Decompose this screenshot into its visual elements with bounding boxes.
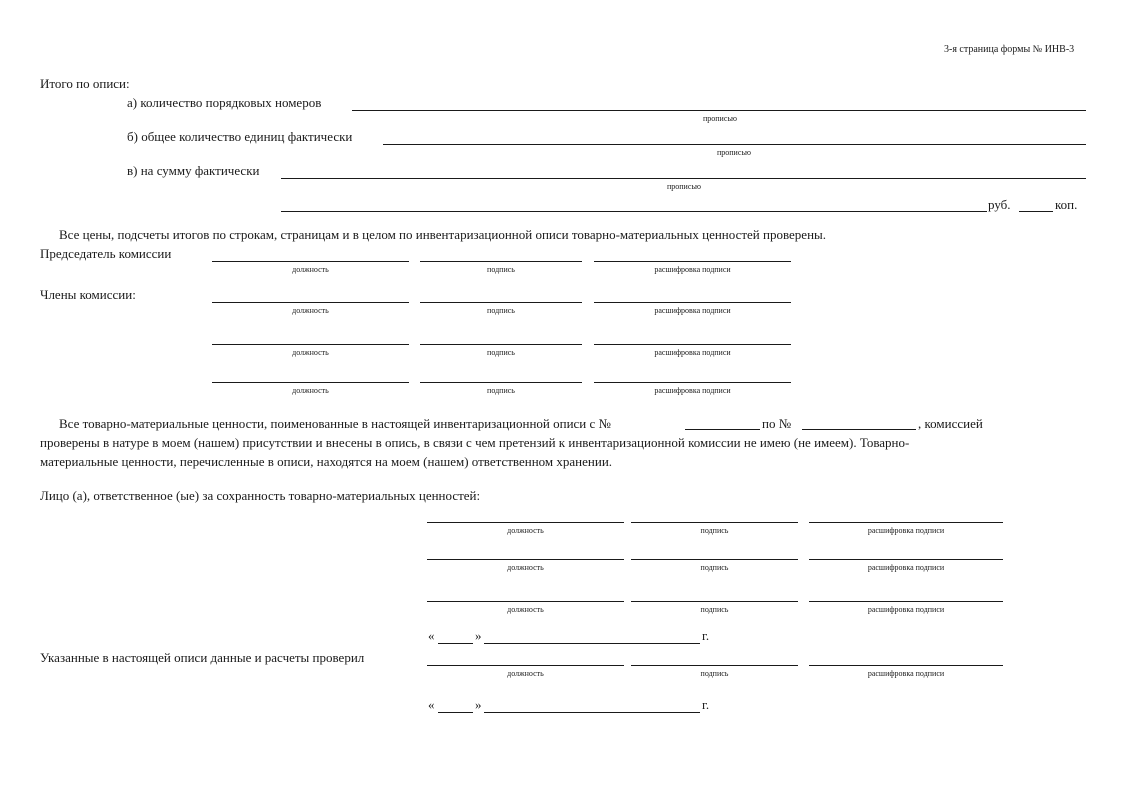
responsible-2-position-caption: должность <box>507 563 544 572</box>
item-b-caption: прописью <box>716 148 752 157</box>
item-b-label: б) общее количество единиц фактически <box>127 129 353 144</box>
member-2-signature-line[interactable] <box>420 344 582 345</box>
members-label: Члены комиссии: <box>40 287 136 302</box>
responsible-1-decoding-caption: расшифровка подписи <box>867 526 945 535</box>
responsible-2-position-line[interactable] <box>427 559 624 560</box>
responsible-label: Лицо (а), ответственное (ые) за сохранность товарно-материальных ценностей: <box>40 488 481 503</box>
responsible-1-position-line[interactable] <box>427 522 624 523</box>
responsible-1-signature-line[interactable] <box>631 522 798 523</box>
responsible-3-decoding-line[interactable] <box>809 601 1003 602</box>
statement-line-3: материальные ценности, перечисленные в описи, находятся на моем (нашем) ответственном хранении. <box>40 454 613 469</box>
totals-heading: Итого по описи: <box>40 76 130 91</box>
date-2-close-quote: » <box>475 697 482 712</box>
date-2-open-quote: « <box>428 697 435 712</box>
member-3-position-line[interactable] <box>212 382 409 383</box>
kop-line[interactable] <box>1019 211 1053 212</box>
member-2-decoding-line[interactable] <box>594 344 791 345</box>
responsible-2-decoding-line[interactable] <box>809 559 1003 560</box>
checker-decoding-line[interactable] <box>809 665 1003 666</box>
member-3-position-caption: должность <box>292 386 329 395</box>
checker-signature-caption: подпись <box>700 669 729 678</box>
check-statement: Все цены, подсчеты итогов по строкам, страницам и в целом по инвентаризационной описи товарно-материальных ценностей проверены. <box>59 227 827 242</box>
member-1-decoding-line[interactable] <box>594 302 791 303</box>
checked-label: Указанные в настоящей описи данные и расчеты проверил <box>40 650 365 665</box>
form-id: 3-я страница формы № ИНВ-3 <box>944 44 1075 55</box>
chairman-signature-line[interactable] <box>420 261 582 262</box>
item-b-line[interactable] <box>383 144 1086 145</box>
responsible-3-signature-caption: подпись <box>700 605 729 614</box>
member-2-decoding-caption: расшифровка подписи <box>654 348 731 357</box>
statement-line-1-mid: по № <box>762 416 792 431</box>
member-3-decoding-caption: расшифровка подписи <box>654 386 731 395</box>
statement-line-1-start: Все товарно-материальные ценности, поименованные в настоящей инвентаризационной описи с № <box>59 416 611 431</box>
sum-line[interactable] <box>281 211 987 212</box>
responsible-2-decoding-caption: расшифровка подписи <box>867 563 945 572</box>
date-1-close-quote: » <box>475 628 482 643</box>
kop-label: коп. <box>1055 197 1078 212</box>
responsible-3-signature-line[interactable] <box>631 601 798 602</box>
item-a-line[interactable] <box>352 110 1086 111</box>
checker-decoding-caption: расшифровка подписи <box>867 669 945 678</box>
statement-to-number-line[interactable] <box>802 429 916 430</box>
date-2-day-line[interactable] <box>438 712 473 713</box>
chairman-signature-caption: подпись <box>487 265 515 274</box>
responsible-1-position-caption: должность <box>507 526 544 535</box>
chairman-position-caption: должность <box>292 265 329 274</box>
statement-from-number-line[interactable] <box>685 429 760 430</box>
checker-position-caption: должность <box>507 669 544 678</box>
responsible-1-decoding-line[interactable] <box>809 522 1003 523</box>
date-1-month-line[interactable] <box>484 643 700 644</box>
item-a-label: а) количество порядковых номеров <box>127 95 322 110</box>
member-3-decoding-line[interactable] <box>594 382 791 383</box>
member-1-signature-line[interactable] <box>420 302 582 303</box>
responsible-3-position-caption: должность <box>507 605 544 614</box>
member-1-decoding-caption: расшифровка подписи <box>654 306 731 315</box>
member-3-signature-line[interactable] <box>420 382 582 383</box>
responsible-2-signature-caption: подпись <box>700 563 729 572</box>
member-1-signature-caption: подпись <box>487 306 515 315</box>
member-1-position-line[interactable] <box>212 302 409 303</box>
item-a-caption: прописью <box>702 114 738 123</box>
responsible-1-signature-caption: подпись <box>700 526 729 535</box>
chairman-decoding-line[interactable] <box>594 261 791 262</box>
member-2-position-line[interactable] <box>212 344 409 345</box>
checker-position-line[interactable] <box>427 665 624 666</box>
responsible-2-signature-line[interactable] <box>631 559 798 560</box>
checker-signature-line[interactable] <box>631 665 798 666</box>
chairman-label: Председатель комиссии <box>40 246 172 261</box>
chairman-position-line[interactable] <box>212 261 409 262</box>
date-2-month-line[interactable] <box>484 712 700 713</box>
date-1-day-line[interactable] <box>438 643 473 644</box>
date-2-year-suffix: г. <box>702 697 710 712</box>
responsible-3-position-line[interactable] <box>427 601 624 602</box>
item-c-line[interactable] <box>281 178 1086 179</box>
date-1-open-quote: « <box>428 628 435 643</box>
rub-label: руб. <box>988 197 1011 212</box>
member-2-position-caption: должность <box>292 348 329 357</box>
item-c-caption: прописью <box>666 182 702 191</box>
statement-line-1-end: , комиссией <box>918 416 983 431</box>
member-1-position-caption: должность <box>292 306 329 315</box>
date-1-year-suffix: г. <box>702 628 710 643</box>
member-2-signature-caption: подпись <box>487 348 515 357</box>
item-c-label: в) на сумму фактически <box>127 163 260 178</box>
statement-line-2: проверены в натуре в моем (нашем) присутствии и внесены в опись, в связи с чем претензий к инвентаризационной комиссии не имею (не имеем). Товарно- <box>40 435 910 450</box>
chairman-decoding-caption: расшифровка подписи <box>654 265 731 274</box>
member-3-signature-caption: подпись <box>487 386 515 395</box>
responsible-3-decoding-caption: расшифровка подписи <box>867 605 945 614</box>
